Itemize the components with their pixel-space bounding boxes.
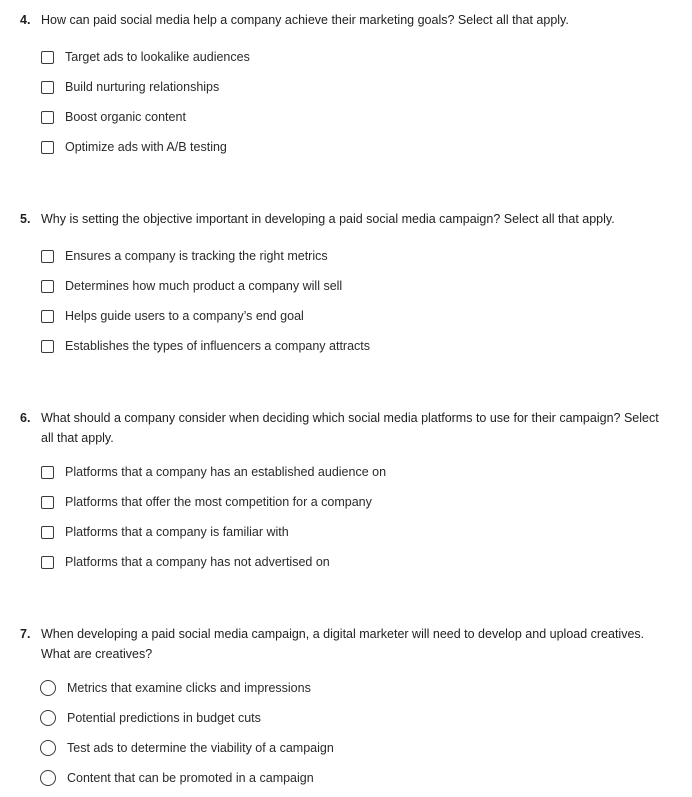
radio-button[interactable] [40,740,56,756]
option-label: Boost organic content [65,110,186,124]
question-text: How can paid social media help a company achieve their marketing goals? Select all that apply. [41,13,569,27]
question-number: 4. [20,13,31,27]
checkbox[interactable] [41,526,54,539]
question-number: 5. [20,212,31,226]
question-text: What should a company consider when deciding which social media platforms to use for their campaign? Select all that apply. [41,411,659,445]
option-label: Platforms that a company has not advertised on [65,555,330,569]
option-label: Platforms that offer the most competition for a company [65,495,372,509]
checkbox[interactable] [41,340,54,353]
question-header [20,10,670,30]
question-5 [20,209,670,353]
option-tracking-metrics[interactable] [41,247,328,265]
question-header [20,624,670,664]
option-label: Optimize ads with A/B testing [65,140,227,154]
option-ab-testing[interactable] [41,138,227,156]
option-established-audience[interactable] [41,463,386,481]
option-familiar[interactable] [41,523,289,541]
option-target-ads[interactable] [41,48,250,66]
option-guide-users[interactable] [41,307,304,325]
checkbox[interactable] [41,51,54,64]
option-label: Metrics that examine clicks and impressions [67,681,311,695]
checkbox[interactable] [41,111,54,124]
option-most-competition[interactable] [41,493,372,511]
option-test-ads[interactable] [41,739,334,757]
option-label: Platforms that a company is familiar with [65,525,289,539]
question-number: 6. [20,411,31,425]
radio-button[interactable] [40,710,56,726]
option-label: Ensures a company is tracking the right metrics [65,249,328,263]
question-text: When developing a paid social media campaign, a digital marketer will need to develop and upload creatives. What are creatives? [41,627,645,661]
option-label: Helps guide users to a company’s end goal [65,309,304,323]
option-label: Target ads to lookalike audiences [65,50,250,64]
option-label: Potential predictions in budget cuts [67,711,261,725]
option-influencers[interactable] [41,337,370,355]
option-label: Test ads to determine the viability of a campaign [67,741,334,755]
question-4 [20,10,670,154]
radio-button[interactable] [40,680,56,696]
checkbox[interactable] [41,310,54,323]
question-header [20,209,670,229]
checkbox[interactable] [41,280,54,293]
question-6 [20,408,670,569]
option-label: Establishes the types of influencers a company attracts [65,339,371,353]
question-7 [20,624,670,785]
checkbox[interactable] [41,556,54,569]
option-product-sell[interactable] [41,277,342,295]
question-header [20,408,670,448]
radio-button[interactable] [40,770,56,786]
checkbox[interactable] [41,81,54,94]
option-not-advertised[interactable] [41,553,330,571]
option-label: Content that can be promoted in a campaign [67,771,314,785]
option-promoted-content[interactable] [41,769,314,787]
option-metrics-clicks[interactable] [41,679,311,697]
option-boost-organic[interactable] [41,108,186,126]
question-number: 7. [20,627,31,641]
option-label: Build nurturing relationships [65,80,220,94]
checkbox[interactable] [41,466,54,479]
checkbox[interactable] [41,141,54,154]
option-label: Platforms that a company has an established audience on [65,465,387,479]
checkbox[interactable] [41,496,54,509]
option-budget-cuts[interactable] [41,709,261,727]
question-text: Why is setting the objective important in developing a paid social media campaign? Select all that apply. [41,212,615,226]
option-build-relationships[interactable] [41,78,219,96]
option-label: Determines how much product a company will sell [65,279,343,293]
checkbox[interactable] [41,250,54,263]
